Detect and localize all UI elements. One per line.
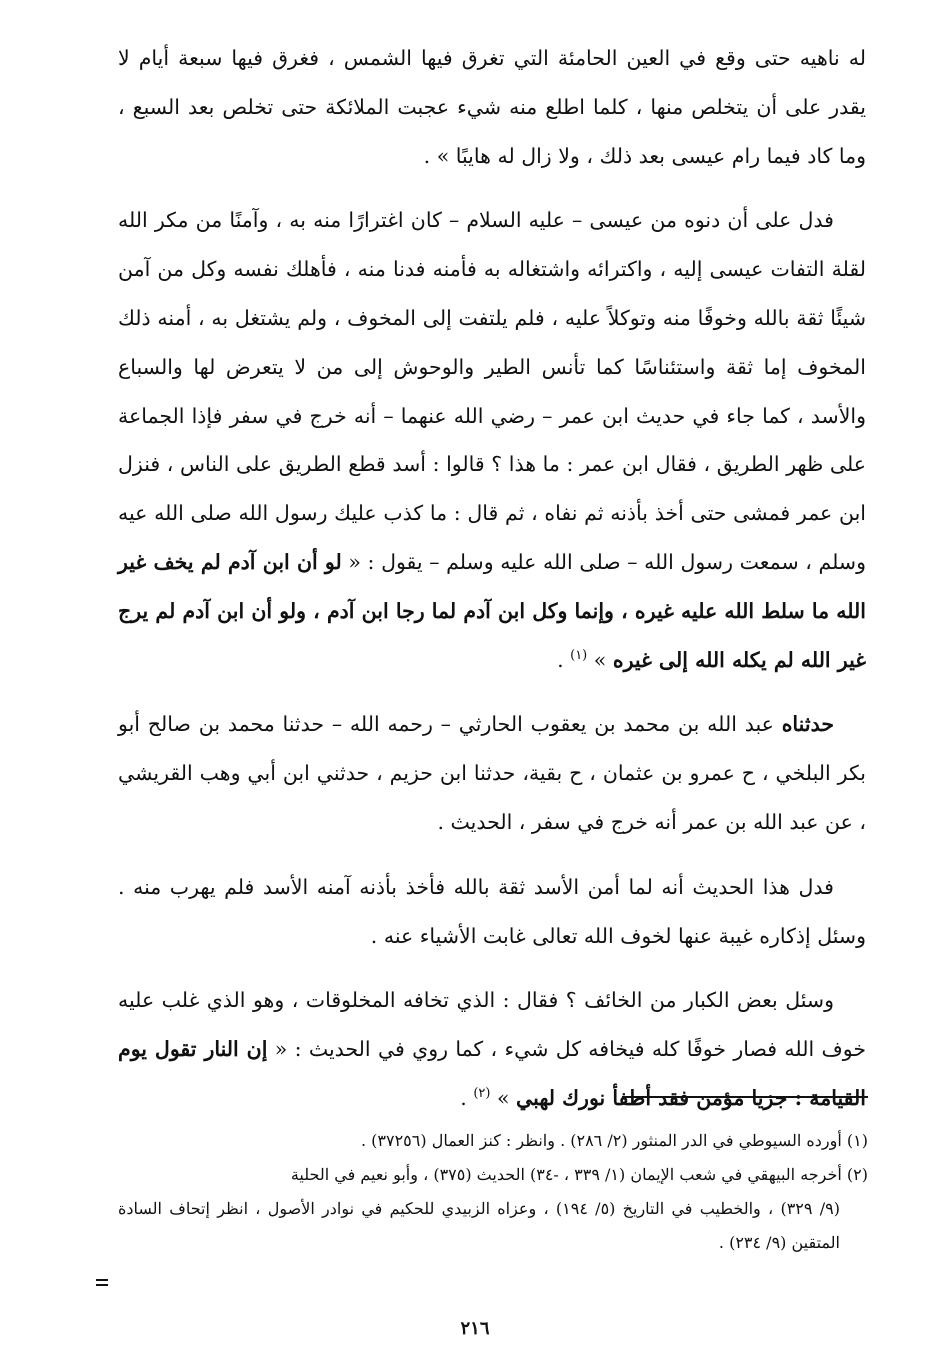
paragraph — [118, 34, 866, 180]
paragraph — [118, 976, 866, 1122]
footnote-2-lead: (٢) أخرجه البيهقي في شعب الإيمان (١/ ٣٣٩ ، -٣٤) الحديث (٣٧٥) ، وأبو نعيم في الحلية — [290, 1165, 868, 1184]
text-segment: » — [490, 1085, 517, 1110]
text-segment: » — [587, 647, 613, 672]
hadith-quote: حدثناه — [781, 712, 834, 737]
text-segment: فدل على أن دنوه من عيسى – عليه السلام – كان اغترارًا منه به ، وآمنًا من مكر الله لقلة التفات عيسى إليه ، واكترائه واشتغاله به فأمنه فدنا منه ، فأهلك نفسه وكل من آمن شيئًا ثقة بالله وخوفًا منه وتوكلاً عليه ، فلم يلتفت إلى المخوف ، ولم يشتغل به ، أمنه ذلك المخوف إما ثقة واستئناسًا كما تأنس الطير والوحوش إلى من لا يتعرض لها والسباع والأسد ، كما جاء في حديث ابن عمر – رضي الله عنهما – أنه خرج في سفر فإذا الجماعة على ظهر الطريق ، فقال ابن عمر : ما هذا ؟ قالوا : أسد قطع الطريق على الناس ، فنزل ابن عمر فمشى حتى أخذ بأذنه ثم نفاه ، ثم قال : ما كذب عليك رسول الله صلى الله عيه وسلم ، سمعت رسول الله – صلى الله عليه وسلم – يقول : « — [118, 208, 867, 574]
footnote-1: (١) أورده السيوطي في الدر المنثور (٢/ ٢٨٦) . وانظر : كنز العمال (٣٧٢٥٦) . — [360, 1131, 868, 1150]
main-text — [118, 34, 866, 1139]
margin-mark — [96, 1279, 108, 1287]
text-segment: فدل هذا الحديث أنه لما أمن الأسد ثقة بالله فأخذ بأذنه آمنه الأسد فلم يهرب منه . وسئل إذكاره غيبة عنها لخوف الله تعالى غابت الأشياء عنه . — [118, 874, 866, 948]
paragraph — [118, 700, 866, 846]
footnote-reference: (٢) — [473, 1086, 491, 1102]
paragraph — [118, 863, 866, 961]
paragraph — [118, 196, 866, 684]
hadith-quote: لو أن ابن آدم لم يخف غير الله ما سلط الله عليه غيره ، وإنما وكل ابن آدم لما رجا ابن آدم ، ولو أن ابن آدم لم يرج غير الله لم يكله الله إلى غيره — [118, 549, 866, 672]
text-segment: وسئل بعض الكبار من الخائف ؟ فقال : الذي تخافه المخلوقات ، وهو الذي غلب عليه خوف الله فصار خوفًا كله فيخافه كل شيء ، كما روي في الحديث : « — [118, 988, 866, 1062]
footnote-reference: (١) — [570, 647, 588, 663]
footnote-separator — [622, 1096, 868, 1098]
footnotes — [118, 1124, 868, 1260]
text-segment: عبد الله بن محمد بن يعقوب الحارثي – رحمه الله – حدثنا محمد بن صالح أبو بكر البلخي ، ح عمرو بن عثمان ، ح بقية، حدثنا ابن حزيم ، حدثني ابن أبي وهب القريشي ، عن عبد الله بن عمر أنه خرج في سفر ، الحديث . — [118, 712, 866, 834]
footnote-2-continuation: (٩/ ٣٢٩) ، والخطيب في التاريخ (٥/ ١٩٤) ، وعزاه الزبيدي للحكيم في نوادر الأصول ، انظر إتحاف السادة المتقين (٩/ ٢٣٤) . — [118, 1199, 840, 1252]
page-number: ٢١٦ — [460, 1318, 490, 1339]
text-segment: . — [557, 647, 571, 672]
text-segment: له ناهيه حتى وقع في العين الحامئة التي تغرق فيها الشمس ، فغرق فيها سبعة أيام لا يقدر على أن يتخلص منها ، كلما اطلع منه شيء عجبت الملائكة حتى تخلص بعد السبع ، وما كاد فيما رام عيسى بعد ذلك ، ولا زال له هايبًا » . — [118, 46, 866, 168]
hadith-quote: إن النار تقول يوم القيامة : جزيا مؤمن فقد أطفأ نورك لهبي — [118, 1037, 866, 1110]
text-segment: . — [460, 1085, 474, 1110]
